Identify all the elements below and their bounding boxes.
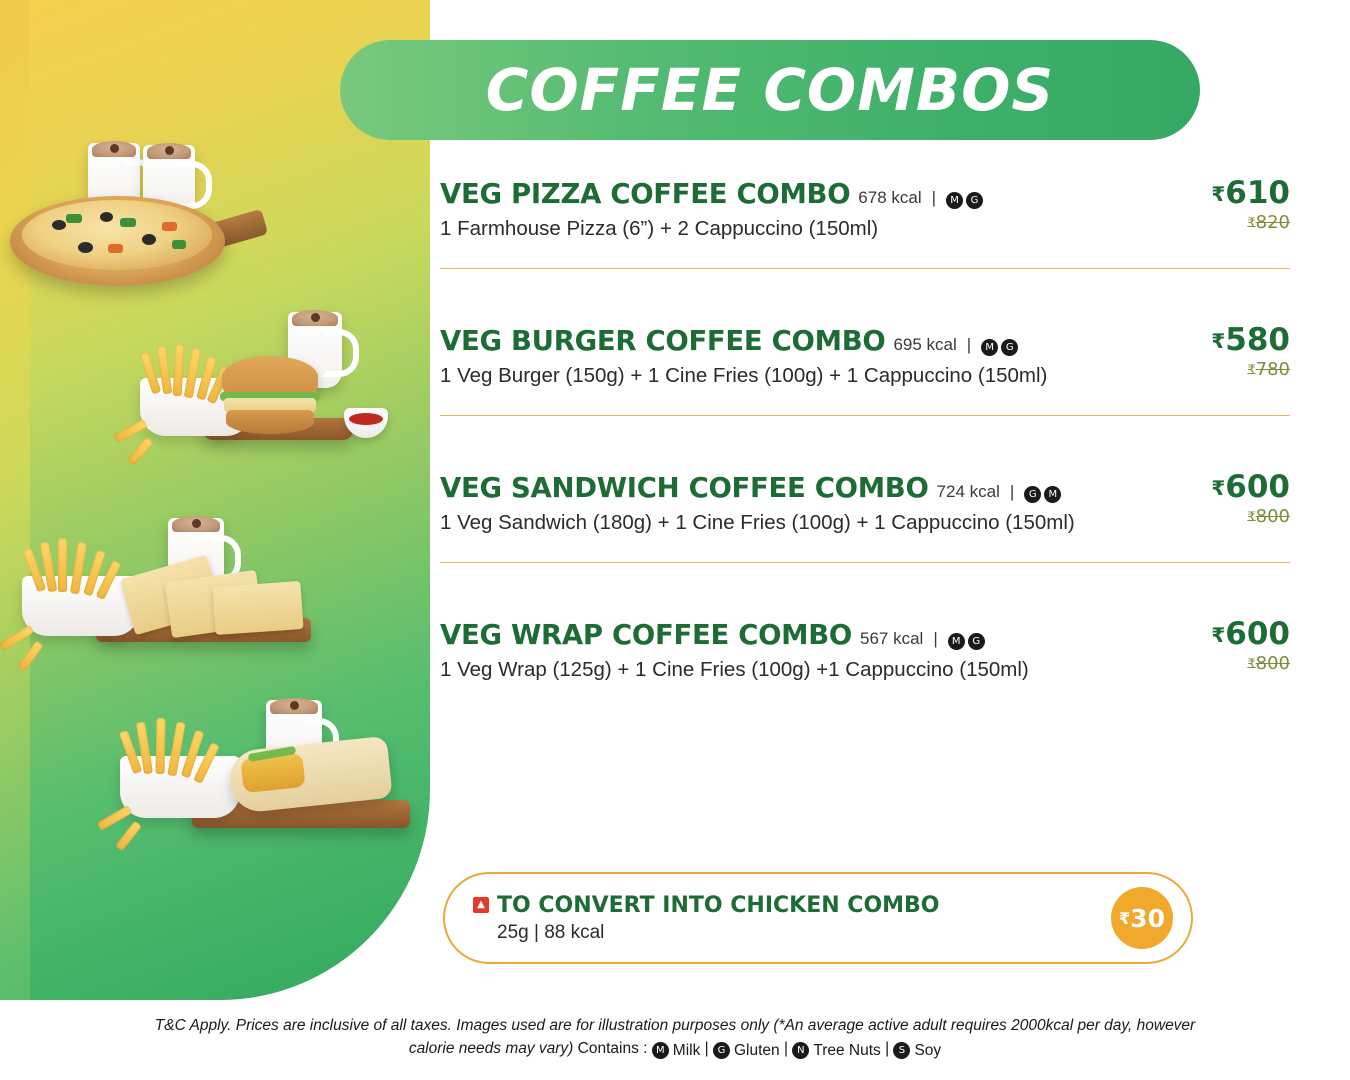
contains-label: Contains :: [577, 1039, 648, 1057]
item-divider: [440, 415, 1290, 416]
item-description: 1 Veg Wrap (125g) + 1 Cine Fries (100g) +1 Cappuccino (150ml): [440, 658, 1029, 681]
separator: |: [783, 1039, 789, 1057]
milk-icon: M: [981, 339, 998, 356]
footer-allergen-soy: [893, 1039, 941, 1062]
rupee-symbol: ₹: [1247, 510, 1256, 525]
separator: |: [1009, 482, 1015, 501]
item-kcal: 724 kcal: [936, 482, 1000, 501]
item-name: VEG PIZZA COFFEE COMBO: [440, 178, 851, 210]
item-kcal: 695 kcal: [893, 335, 957, 354]
menu-item[interactable]: [440, 175, 1290, 269]
price-block: [1180, 616, 1290, 674]
rupee-symbol: ₹: [1211, 182, 1226, 206]
milk-icon: M: [946, 192, 963, 209]
coffee-bean-dot: [290, 701, 299, 710]
separator: |: [933, 629, 938, 648]
item-name: VEG SANDWICH COFFEE COMBO: [440, 472, 929, 504]
footer-line-2: [0, 1037, 1350, 1062]
menu-item[interactable]: [440, 469, 1290, 563]
old-price-value: 820: [1255, 212, 1290, 233]
item-kcal: 678 kcal: [858, 188, 922, 207]
item-name: VEG BURGER COFFEE COMBO: [440, 325, 886, 357]
gluten-label: Gluten: [734, 1041, 780, 1059]
rupee-symbol: ₹: [1247, 657, 1256, 672]
item-divider: [440, 268, 1290, 269]
non-veg-mark-icon: ▲: [473, 897, 489, 913]
milk-icon: M: [1044, 486, 1061, 503]
separator: |: [931, 188, 937, 207]
gluten-icon: G: [713, 1042, 730, 1059]
convert-price-value: 30: [1130, 903, 1165, 933]
item-price: [1180, 175, 1290, 211]
old-price-value: 780: [1255, 359, 1290, 380]
allergen-icons: [946, 192, 983, 209]
pizza: [22, 200, 212, 270]
rupee-symbol: ₹: [1211, 329, 1226, 353]
old-price-value: 800: [1255, 653, 1290, 674]
tree-nuts-label: Tree Nuts: [813, 1041, 881, 1059]
gluten-icon: G: [1001, 339, 1018, 356]
footer-line-1: T&C Apply. Prices are inclusive of all taxes. Images used are for illustration purposes only (*An average active adult requires 2000kcal per day, however: [154, 1016, 1196, 1034]
menu-item[interactable]: [440, 322, 1290, 416]
item-divider: [440, 562, 1290, 563]
coffee-bean-dot: [110, 144, 119, 153]
price-block: [1180, 175, 1290, 233]
price-block: [1180, 322, 1290, 380]
page-title: COFFEE COMBOS: [485, 56, 1055, 124]
footer-allergen-tree-nuts: [792, 1039, 880, 1062]
separator: |: [704, 1039, 709, 1057]
soy-icon: S: [893, 1042, 910, 1059]
item-old-price: [1180, 653, 1290, 674]
item-description: 1 Farmhouse Pizza (6”) + 2 Cappuccino (150ml): [440, 217, 879, 240]
price-value: 580: [1225, 322, 1290, 358]
item-description: 1 Veg Burger (150g) + 1 Cine Fries (100g) + 1 Cappuccino (150ml): [440, 364, 1048, 387]
milk-icon: M: [948, 633, 965, 650]
menu-list: [440, 175, 1290, 682]
separator: |: [885, 1039, 890, 1057]
convert-title: TO CONVERT INTO CHICKEN COMBO: [497, 892, 940, 918]
rupee-symbol: ₹: [1211, 623, 1226, 647]
milk-icon: M: [652, 1042, 669, 1059]
coffee-bean-dot: [192, 519, 201, 528]
footer-disclaimer: [0, 1014, 1350, 1062]
burger-bottom-bun: [226, 410, 314, 434]
item-price: [1180, 322, 1290, 358]
separator: |: [966, 335, 972, 354]
rupee-symbol: ₹: [1247, 363, 1256, 378]
item-price: [1180, 616, 1290, 652]
price-block: [1180, 469, 1290, 527]
item-description: 1 Veg Sandwich (180g) + 1 Cine Fries (100g) + 1 Cappuccino (150ml): [440, 511, 1075, 534]
milk-label: Milk: [672, 1041, 701, 1059]
menu-item[interactable]: [440, 616, 1290, 682]
soy-label: Soy: [914, 1041, 942, 1059]
rupee-symbol: ₹: [1211, 476, 1226, 500]
price-value: 600: [1225, 616, 1290, 652]
item-kcal: 567 kcal: [859, 629, 924, 648]
price-value: 600: [1225, 469, 1290, 505]
footer-allergen-milk: [652, 1039, 701, 1062]
tree-nuts-icon: N: [792, 1042, 809, 1059]
allergen-icons: [981, 339, 1018, 356]
header-banner: [340, 40, 1200, 140]
coffee-bean-dot: [165, 146, 174, 155]
gluten-icon: G: [966, 192, 983, 209]
old-price-value: 800: [1255, 506, 1290, 527]
item-old-price: [1180, 212, 1290, 233]
footer-line-2-text: calorie needs may vary): [408, 1039, 574, 1057]
sandwich-half: [212, 581, 303, 635]
item-price: [1180, 469, 1290, 505]
gluten-icon: G: [1024, 486, 1041, 503]
rupee-symbol: ₹: [1119, 908, 1131, 928]
allergen-icons: [948, 633, 985, 650]
allergen-icons: [1024, 486, 1061, 503]
convert-to-chicken-box[interactable]: [443, 872, 1193, 964]
item-old-price: [1180, 359, 1290, 380]
convert-price-badge: [1111, 887, 1173, 949]
gluten-icon: G: [968, 633, 985, 650]
item-old-price: [1180, 506, 1290, 527]
coffee-bean-dot: [311, 313, 320, 322]
item-name: VEG WRAP COFFEE COMBO: [440, 619, 852, 651]
rupee-symbol: ₹: [1247, 216, 1256, 231]
price-value: 610: [1225, 175, 1290, 211]
footer-allergen-gluten: [713, 1039, 780, 1062]
convert-subtitle: 25g | 88 kcal: [497, 921, 605, 943]
